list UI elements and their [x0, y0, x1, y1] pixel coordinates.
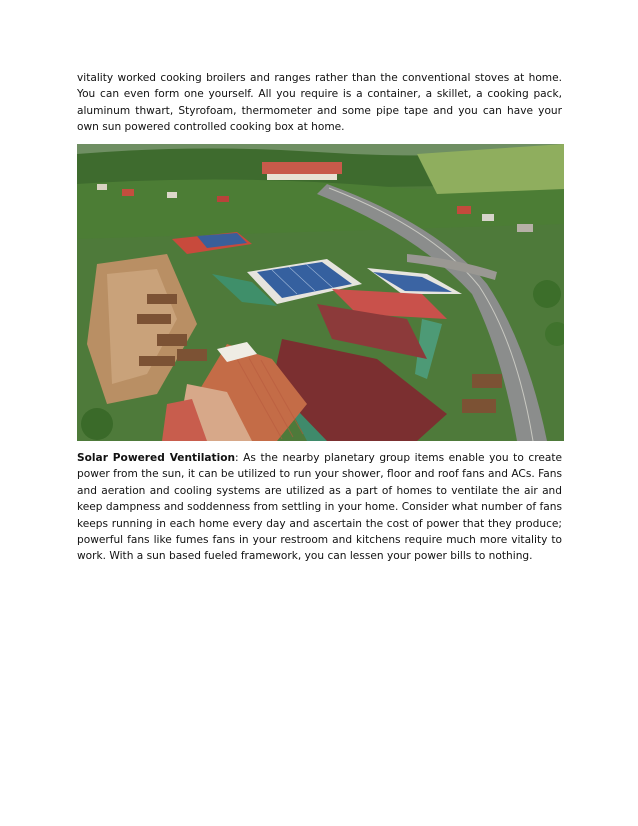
aerial-photo — [77, 144, 564, 441]
section-body: As the nearby planetary group items enable you to create power from the sun, it can be utilized to run your shower, floor and roof fans and ACs. Fans and aeration and cooling systems are utilized as a part of homes to ventilate the air and keep dampness and soddenness from settling in your home. Consider what number of fans keeps running in each home every day and ascertain the cost of power that they produce; powerful fans like fumes fans in your restroom and kitchens require much more vitality to work. With a sun based fueled framework, you can lessen your power bills to nothing. — [77, 452, 562, 563]
ventilation-paragraph — [77, 450, 562, 565]
heading-separator: : — [235, 452, 239, 464]
section-heading: Solar Powered Ventilation — [77, 452, 236, 464]
intro-paragraph: vitality worked cooking broilers and ranges rather than the conventional stoves at home. You can even form one yourself. All you require is a container, a skillet, a cooking pack, aluminum thwart, Styrofoam, thermometer and some pipe tape and you can have your own sun powered controlled cooking box at home. — [77, 72, 562, 134]
